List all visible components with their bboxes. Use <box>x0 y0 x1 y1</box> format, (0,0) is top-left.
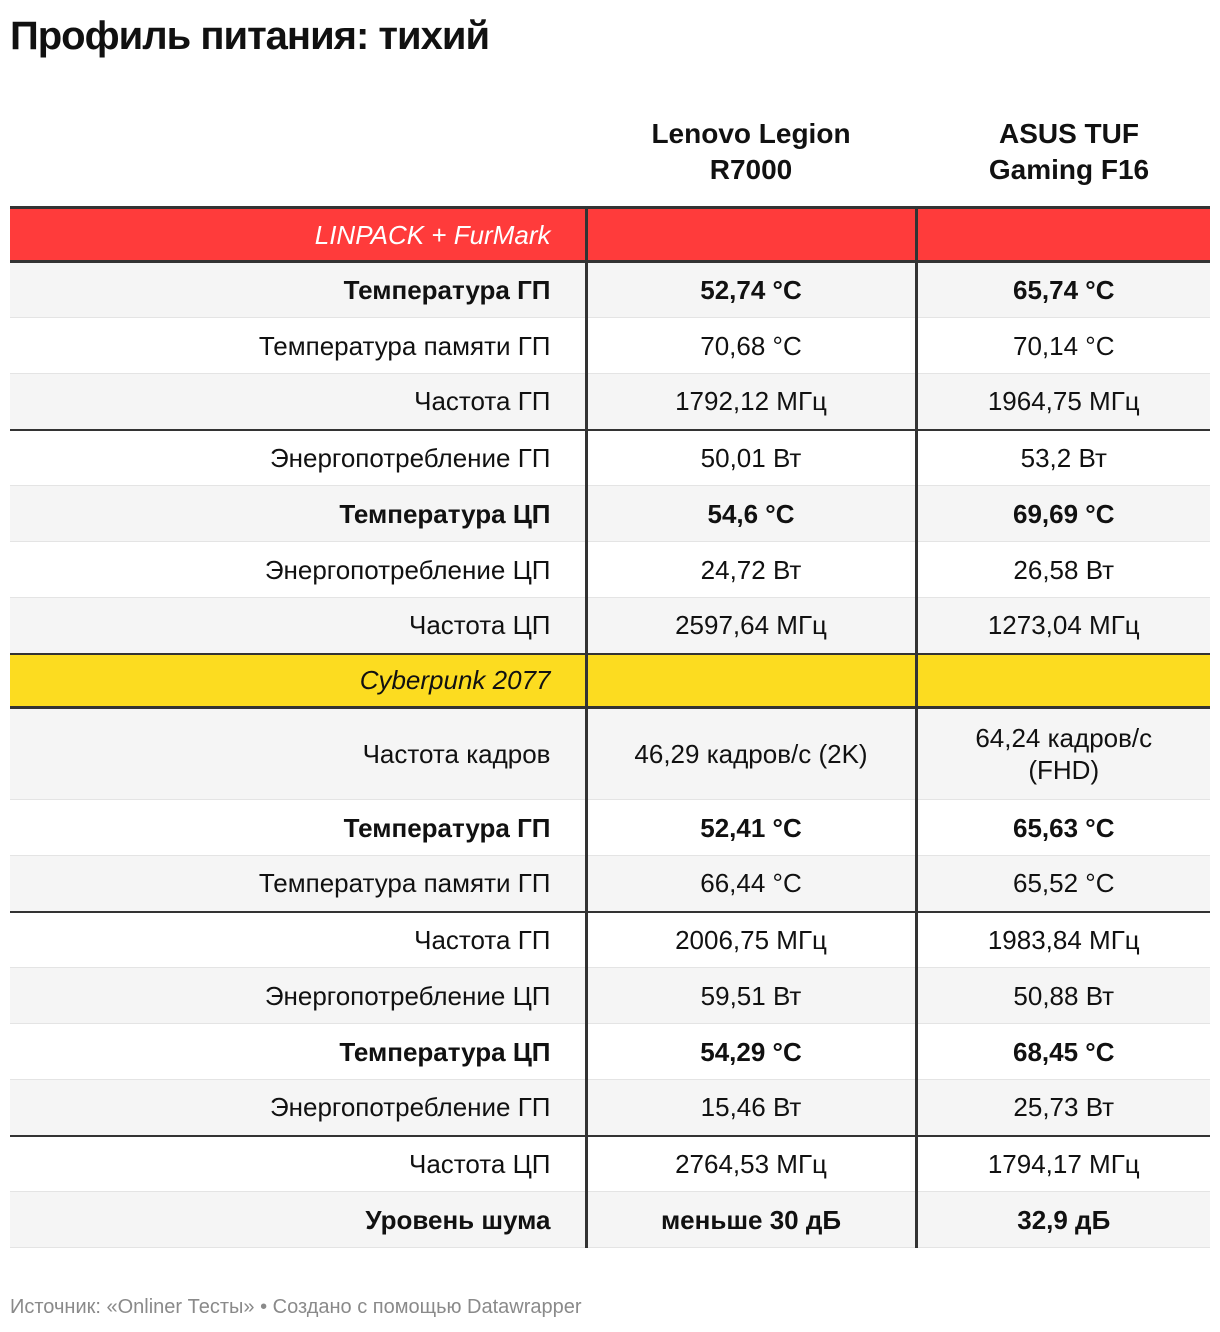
table-row <box>10 542 1210 598</box>
row-label: Частота кадров <box>10 708 586 800</box>
row-label: Температура ГП <box>10 800 586 856</box>
value-lenovo: 54,6 °C <box>586 486 916 542</box>
value-asus: 64,24 кадров/с (FHD) <box>916 708 1210 800</box>
row-label: Температура ЦП <box>10 486 586 542</box>
value-asus: 1273,04 МГц <box>916 598 1210 654</box>
row-label: Энергопотребление ГП <box>10 430 586 486</box>
table-row <box>10 486 1210 542</box>
section-row-cyberpunk <box>10 654 1210 708</box>
section-label: Cyberpunk 2077 <box>10 654 586 708</box>
column-header-lenovo <box>586 116 916 206</box>
row-label: Частота ГП <box>10 374 586 430</box>
value-asus: 68,45 °C <box>916 1024 1210 1080</box>
table-row <box>10 374 1210 430</box>
column-header-asus-line2: Gaming F16 <box>988 154 1150 185</box>
value-lenovo: 2597,64 МГц <box>586 598 916 654</box>
row-label: Частота ГП <box>10 912 586 968</box>
value-asus: 50,88 Вт <box>916 968 1210 1024</box>
table-row <box>10 262 1210 318</box>
table-row <box>10 708 1210 800</box>
table-row <box>10 1024 1210 1080</box>
value-asus: 69,69 °C <box>916 486 1210 542</box>
value-asus: 32,9 дБ <box>916 1192 1210 1248</box>
section-cell <box>916 208 1210 262</box>
value-asus: 65,63 °C <box>916 800 1210 856</box>
value-asus: 1794,17 МГц <box>916 1136 1210 1192</box>
value-asus: 65,74 °C <box>916 262 1210 318</box>
chart-title: Профиль питания: тихий <box>10 14 490 58</box>
value-lenovo: 2764,53 МГц <box>586 1136 916 1192</box>
table-row <box>10 598 1210 654</box>
row-label: Температура ГП <box>10 262 586 318</box>
row-label: Частота ЦП <box>10 598 586 654</box>
value-lenovo: 2006,75 МГц <box>586 912 916 968</box>
row-label: Энергопотребление ЦП <box>10 968 586 1024</box>
comparison-table <box>10 206 1210 1248</box>
value-asus: 70,14 °C <box>916 318 1210 374</box>
column-header-lenovo-line2: R7000 <box>709 154 793 185</box>
value-lenovo: 70,68 °C <box>586 318 916 374</box>
value-lenovo: 46,29 кадров/с (2K) <box>586 708 916 800</box>
table-row <box>10 1136 1210 1192</box>
row-label: Температура памяти ГП <box>10 856 586 912</box>
table-row <box>10 1080 1210 1136</box>
value-asus: 26,58 Вт <box>916 542 1210 598</box>
table-row <box>10 800 1210 856</box>
value-asus: 53,2 Вт <box>916 430 1210 486</box>
row-label: Частота ЦП <box>10 1136 586 1192</box>
column-header-asus <box>916 116 1220 206</box>
value-asus: 1964,75 МГц <box>916 374 1210 430</box>
table-header <box>10 116 1210 206</box>
value-asus: 25,73 Вт <box>916 1080 1210 1136</box>
table-row <box>10 968 1210 1024</box>
value-lenovo: 66,44 °C <box>586 856 916 912</box>
value-lenovo: 1792,12 МГц <box>586 374 916 430</box>
value-lenovo: меньше 30 дБ <box>586 1192 916 1248</box>
value-lenovo: 59,51 Вт <box>586 968 916 1024</box>
table-row <box>10 318 1210 374</box>
value-asus: 65,52 °C <box>916 856 1210 912</box>
section-cell <box>916 654 1210 708</box>
table-row <box>10 856 1210 912</box>
value-lenovo: 52,74 °C <box>586 262 916 318</box>
row-label: Энергопотребление ГП <box>10 1080 586 1136</box>
section-row-linpack <box>10 208 1210 262</box>
value-lenovo: 15,46 Вт <box>586 1080 916 1136</box>
table-row <box>10 430 1210 486</box>
section-label: LINPACK + FurMark <box>10 208 586 262</box>
row-label: Температура ЦП <box>10 1024 586 1080</box>
section-cell <box>586 654 916 708</box>
value-lenovo: 24,72 Вт <box>586 542 916 598</box>
row-label: Температура памяти ГП <box>10 318 586 374</box>
section-cell <box>586 208 916 262</box>
table-row <box>10 1192 1210 1248</box>
value-lenovo: 52,41 °C <box>586 800 916 856</box>
row-label: Энергопотребление ЦП <box>10 542 586 598</box>
table-row <box>10 912 1210 968</box>
source-footer: Источник: «Onliner Тесты» • Создано с помощью Datawrapper <box>10 1296 582 1318</box>
column-header-asus-line1: ASUS TUF <box>998 118 1139 149</box>
column-header-lenovo-line1: Lenovo Legion <box>651 118 851 149</box>
value-lenovo: 50,01 Вт <box>586 430 916 486</box>
row-label: Уровень шума <box>10 1192 586 1248</box>
value-lenovo: 54,29 °C <box>586 1024 916 1080</box>
value-asus: 1983,84 МГц <box>916 912 1210 968</box>
